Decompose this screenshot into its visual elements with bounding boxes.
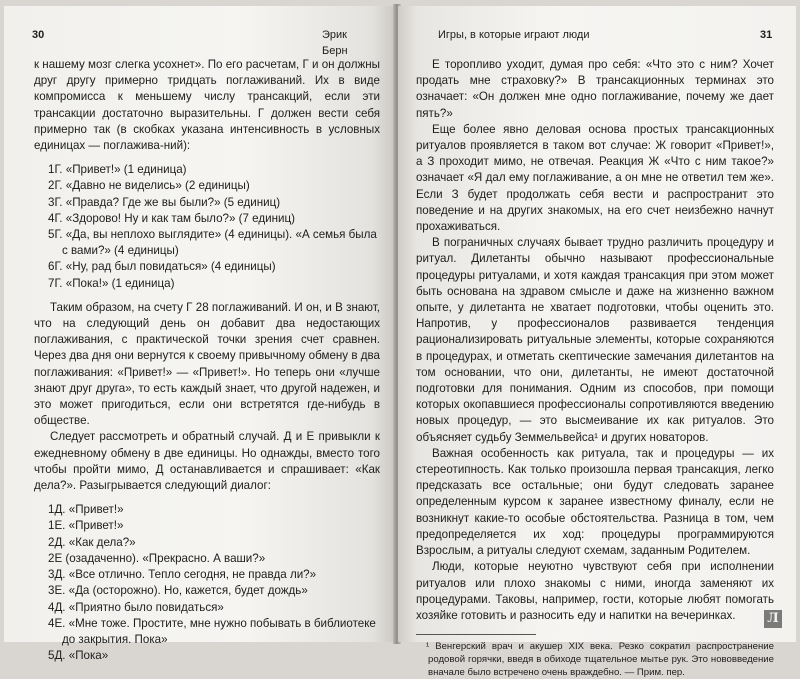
footnote: ¹ Венгерский врач и акушер XIX века. Резко сократил распространение родовой горячки, введя в обиходе тщательное мытье рук. Это нововведение вначале было встречено очень враждебно. — Прим. пер. xyxy=(426,641,774,679)
page-number: 30 xyxy=(32,29,45,41)
dialogue-line: 1Д. «Привет!» xyxy=(48,503,124,517)
running-head: Эрик Берн xyxy=(322,29,348,58)
footnote-rule xyxy=(416,634,536,635)
dialogue-line: 5Д. «Пока» xyxy=(48,649,109,663)
right-page xyxy=(398,6,796,679)
right-page-body xyxy=(416,57,774,679)
paragraph: Таким образом, на счету Г 28 поглаживаний. И он, и В знают, что на следующий день он добавит два недостающих поглаживания, с практической точки зрения счет сравнен. Через два дня они вернутся к своему привычному обмену в два поглаживания: «Привет!» — «Привет!». Но теперь они «лучше знают друг друга», то есть каждый знает, что другой надежен, и это может пригодиться, если они встретятся где-нибудь в обществе. xyxy=(34,300,380,428)
dialogue-line: 7Г. «Пока!» (1 единица) xyxy=(48,276,175,290)
dialogue-line: 3Е. «Да (осторожно). Но, кажется, будет дождь» xyxy=(48,584,308,598)
paragraph: Важная особенность как ритуала, так и процедуры — их стереотипность. Как только произошла первая трансакция, легко предсказать все остальные; они будут следовать заранее определенным курсом к заранее известному финалу, если не возникнут какие-то особые обстоятельства. Разница в том, чем предопределяется их ход: процедуры программируются Взрослым, а ритуалы следуют схемам, заданным Родителем. xyxy=(416,446,774,558)
dialogue-line: 3Г. «Правда? Где же вы были?» (5 единиц) xyxy=(48,195,281,209)
page-number: 31 xyxy=(760,29,773,41)
dialogue-line: 2Г. «Давно не виделись» (2 единицы) xyxy=(48,179,250,193)
left-page-header xyxy=(32,27,374,58)
paragraph: Следует рассмотреть и обратный случай. Д и Е привыкли к ежедневному обмену в две единицы. Но однажды, вместо того чтобы пройти мимо, Д останавливается и спрашивает: «Как дела?». Разыгрывается следующий диалог: xyxy=(34,430,380,493)
left-page-body xyxy=(34,57,380,664)
paragraph: Люди, которые неуютно чувствуют себя при исполнении ритуалов или плохо знакомы с ними, иногда заменяют их процедурами. Таковы, например, гости, которые любят помогать хозяйке готовить и разносить еду и напитки на вечеринках. xyxy=(416,560,774,622)
paragraph: к нашему мозг слегка усохнет». По его расчетам, Г и он должны друг другу примерно тридцать поглаживаний. Их в виде компромисса к меньшему числу трансакций, если эти трансакции достаточно выразительны. Г должен вести себя примерно так (в скобках указана интенсивность в условных единицах — поглажива-ний): xyxy=(34,58,380,153)
paragraph: В пограничных случаях бывает трудно различить процедуру и ритуал. Дилетанты обычно называют профессиональные процедуры ритуалами, и хотя каждая трансакция при этом может быть основана на здравом смысле и даже на жизненно важном опыте, у дилетанта не хватает подготовки, чтобы оценить это. Напротив, у профессионалов развивается тенденция рационализировать ритуальные элементы, которые сохраняются в процедурах, и отметать скептические замечания дилетантов на том основании, что они, дилетанты, не имеют достаточной подготовки для понимания. Одним из способов, при помощи которых окопавшиеся профессионалы сопротивляются введению новых процедур, — это высмеивание их как ритуалов. Это объясняет судьбу Земмельвейса¹ и других новаторов. xyxy=(416,236,774,444)
dialogue-line: 6Г. «Ну, рад был повидаться» (4 единицы) xyxy=(48,260,276,274)
dialogue-line: 4Г. «Здорово! Ну и как там было?» (7 единиц) xyxy=(48,211,295,225)
dialogue-line: 2Е (озадаченно). «Прекрасно. А ваши?» xyxy=(48,551,266,565)
left-page xyxy=(4,6,396,663)
dialogue-line: 2Д. «Как дела?» xyxy=(48,535,136,549)
paragraph: Еще более явно деловая основа простых трансакционных ритуалов проявляется в таком вот случае: Ж говорит «Привет!», а З проходит мимо, не отвечая. Реакция Ж «Что с ним такое?» означает «Я дал ему поглаживание, а он мне не ответил тем же». Если З будет продолжать себя вести и распространит это поведение и на других знакомых, на его счет неизбежно начнут прохаживаться. xyxy=(416,122,774,234)
dialogue-line: 4Д. «Приятно было повидаться» xyxy=(48,600,224,614)
right-page-header xyxy=(426,27,773,43)
dialogue-line: 1Г. «Привет!» (1 единица) xyxy=(48,163,187,177)
dialogue-line: 4Е. «Мне тоже. Простите, мне нужно побывать в библиотеке до закрытия. Пока» xyxy=(48,616,376,646)
dialogue-line: 5Г. «Да, вы неплохо выглядите» (4 единицы). «А семья была с вами?» (4 единицы) xyxy=(48,228,377,258)
publisher-logo: Л xyxy=(764,610,782,628)
running-head: Игры, в которые играют люди xyxy=(438,29,590,41)
dialogue-list xyxy=(34,502,380,664)
dialogue-line: 1Е. «Привет!» xyxy=(48,519,124,533)
paragraph: Е торопливо уходит, думая про себя: «Что это с ним? Хочет продать мне страховку?» В трансакционных терминах это означает: «Он должен мне одно поглаживание, почему же дает пять?» xyxy=(416,58,774,120)
dialogue-line: 3Д. «Все отлично. Тепло сегодня, не правда ли?» xyxy=(48,568,317,582)
dialogue-list xyxy=(34,162,380,292)
